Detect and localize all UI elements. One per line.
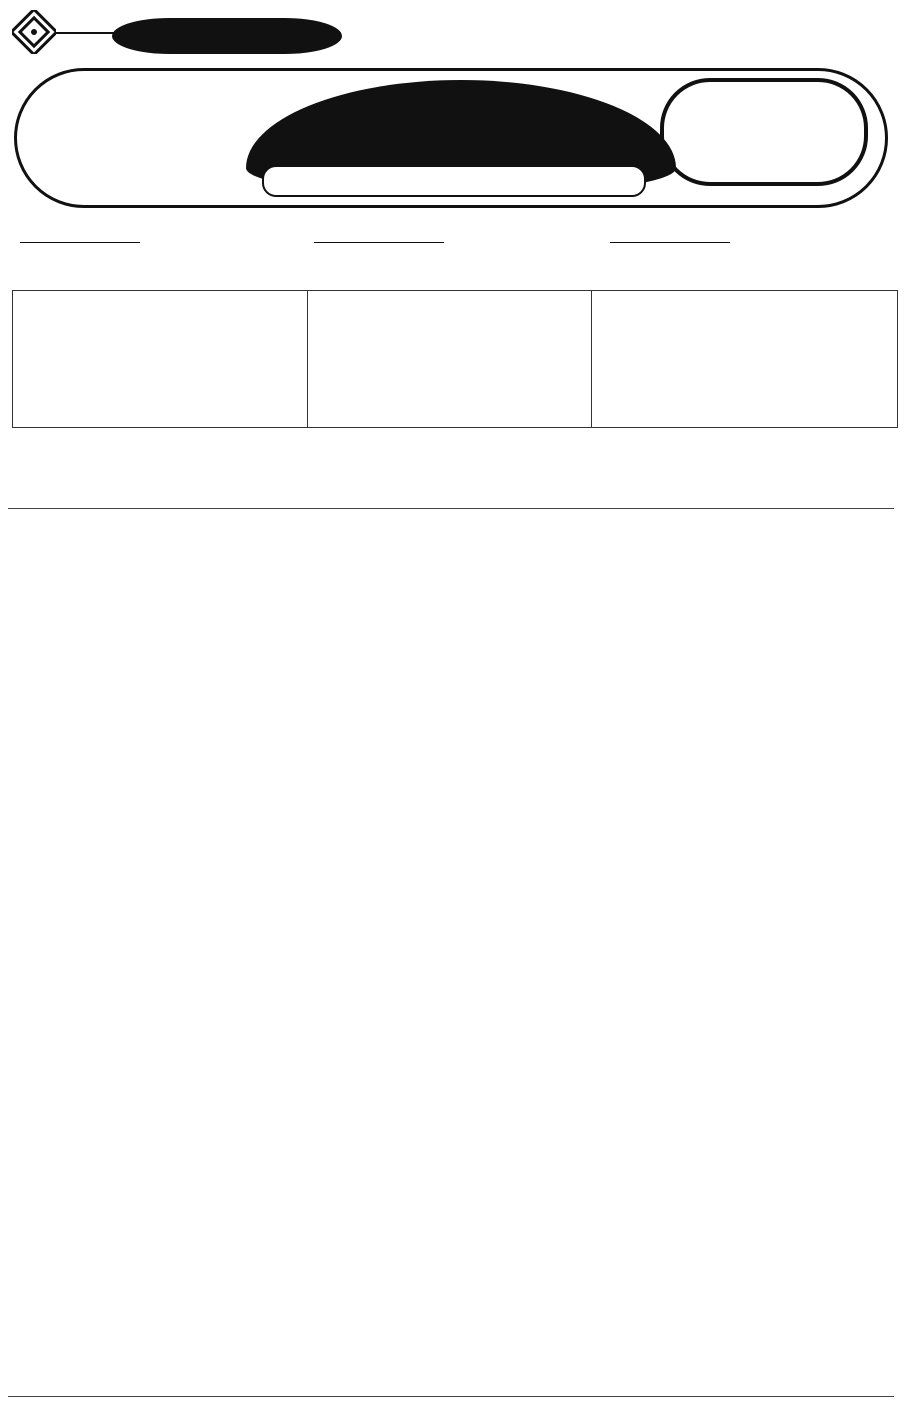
tab-stem — [56, 32, 116, 34]
bottom-separator — [8, 1396, 894, 1397]
knot-ornament-icon — [12, 10, 56, 54]
separator — [8, 508, 894, 509]
top-tab — [12, 8, 332, 58]
pattern-note — [262, 165, 646, 197]
omr-divider — [591, 291, 592, 427]
paper-number-box — [660, 78, 868, 186]
tab-background — [112, 18, 342, 54]
signature-field[interactable] — [20, 224, 140, 243]
roll-number-digits-field[interactable] — [610, 224, 730, 243]
omr-divider — [307, 291, 308, 427]
roll-number-words-field[interactable] — [314, 224, 444, 243]
omr-answer-grid — [12, 290, 898, 428]
